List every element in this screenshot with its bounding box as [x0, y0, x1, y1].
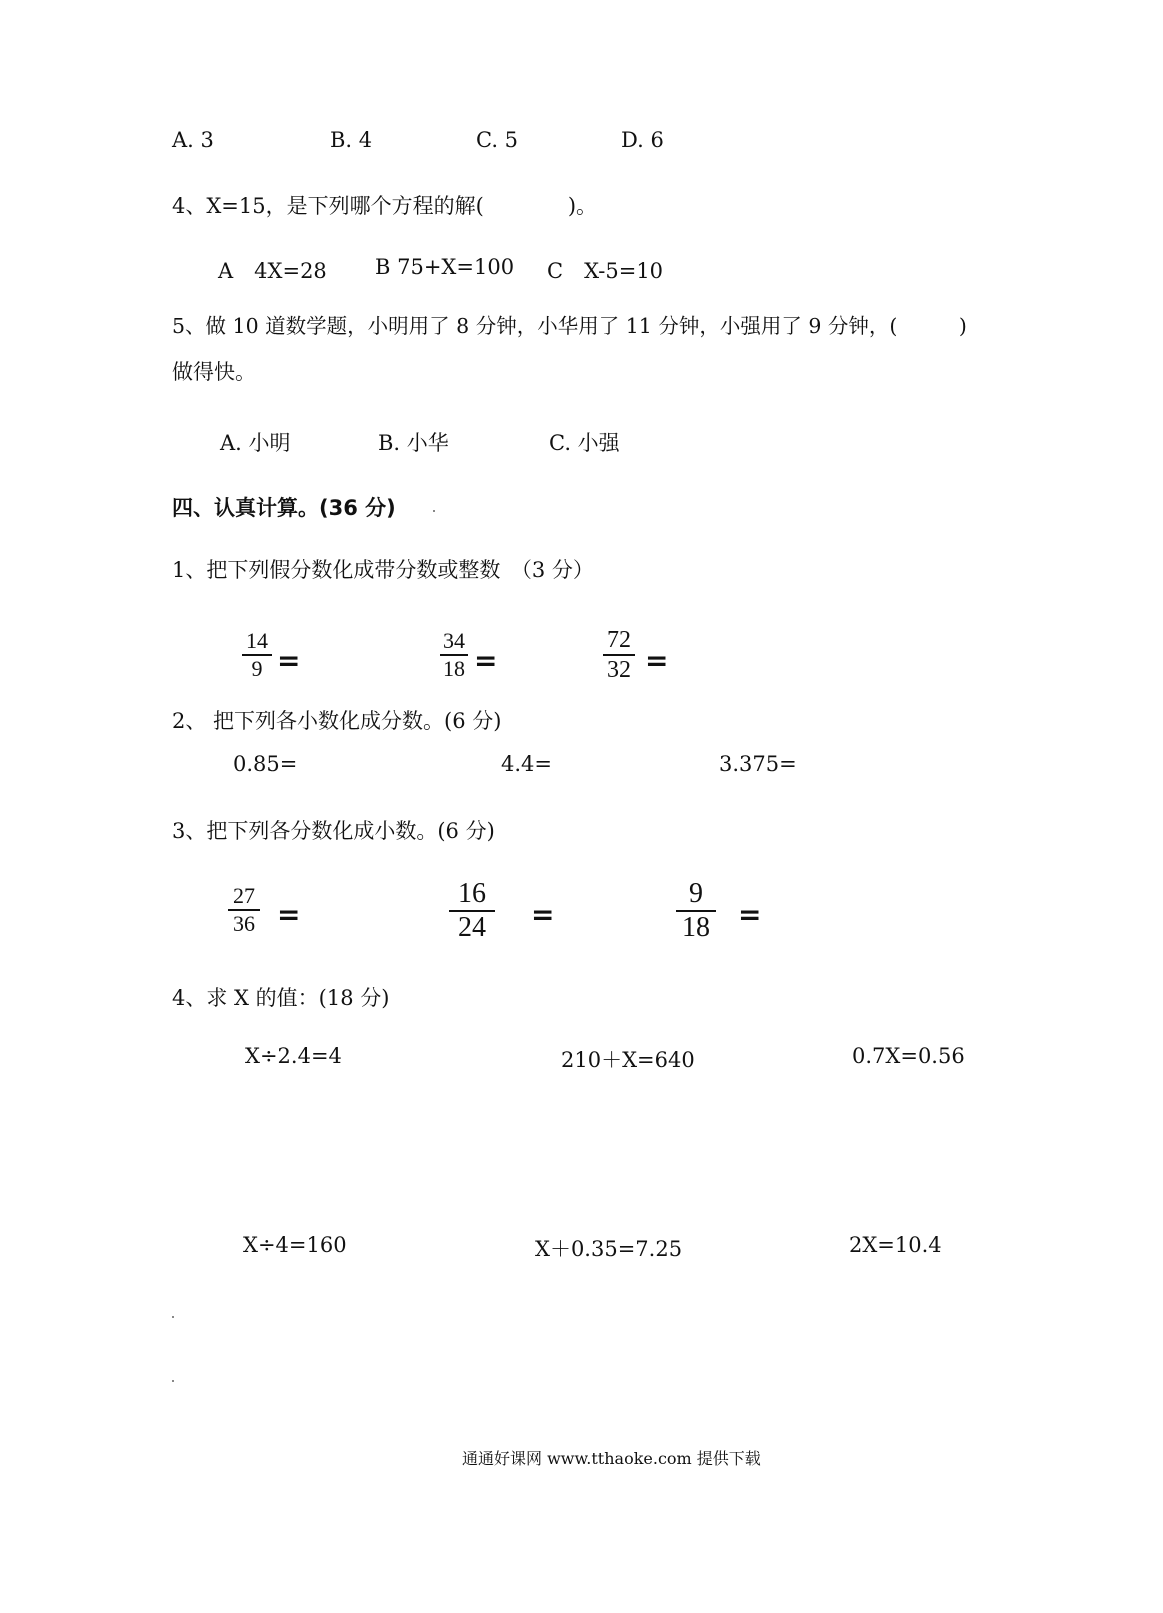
numerator: 34	[443, 628, 465, 653]
part2-title: 2、 把下列各小数化成分数。(6 分)	[172, 709, 502, 733]
scan-speck	[172, 1380, 174, 1382]
q5-option-c: C. 小强	[549, 431, 620, 455]
fraction-bar	[603, 654, 635, 656]
part4-equation-5: X＋0.35=7.25	[535, 1237, 683, 1261]
denominator: 36	[233, 911, 255, 936]
part2-item-2: 4.4=	[501, 752, 552, 776]
part3-title: 3、把下列各分数化成小数。(6 分)	[172, 819, 495, 843]
part4-equation-4: X÷4=160	[243, 1233, 347, 1257]
q5-stem-line1: 5、做 10 道数学题，小明用了 8 分钟，小华用了 11 分钟，小强用了 9 分钟，( )	[172, 314, 967, 338]
part4-equation-3: 0.7X=0.56	[852, 1044, 965, 1068]
numerator: 72	[607, 627, 631, 653]
part2-item-3: 3.375=	[719, 752, 797, 776]
q3-option-a: A. 3	[172, 128, 214, 152]
section4-title: 四、认真计算。(36 分)	[172, 496, 396, 520]
part4-equation-1: X÷2.4=4	[245, 1044, 342, 1068]
part3-equals-1: =	[277, 898, 301, 931]
part3-fraction-3	[676, 880, 716, 942]
numerator: 9	[689, 878, 703, 909]
q3-option-c: C. 5	[476, 128, 519, 152]
q4-option-c: C X-5=10	[547, 259, 664, 283]
part4-equation-6: 2X=10.4	[849, 1233, 942, 1257]
part3-equals-2: =	[531, 898, 555, 931]
q3-option-b: B. 4	[330, 128, 373, 152]
part3-fraction-1	[228, 885, 260, 935]
q5-stem-line2: 做得快。	[172, 360, 256, 384]
part1-fraction-3	[603, 628, 635, 682]
part3-fraction-2	[449, 880, 495, 942]
footer-text: 通通好课网 www.tthaoke.com 提供下载	[462, 1449, 761, 1468]
part3-equals-3: =	[738, 898, 762, 931]
denominator: 32	[607, 657, 631, 683]
part4-title: 4、求 X 的值：(18 分)	[172, 986, 390, 1010]
numerator: 14	[246, 628, 268, 653]
numerator: 16	[458, 878, 486, 909]
q3-option-d: D. 6	[621, 128, 664, 152]
part1-fraction-1	[242, 630, 272, 680]
numerator: 27	[233, 883, 255, 908]
denominator: 18	[682, 912, 710, 943]
part2-item-1: 0.85=	[233, 752, 298, 776]
q4-option-a: A 4X=28	[218, 259, 327, 283]
denominator: 24	[458, 912, 486, 943]
scan-speck	[172, 1316, 174, 1318]
denominator: 9	[251, 656, 263, 681]
denominator: 18	[443, 656, 465, 681]
part1-equals-2: =	[474, 644, 498, 677]
part4-equation-2: 210＋X=640	[561, 1048, 695, 1072]
q4-option-b: B 75+X=100	[375, 255, 515, 279]
stray-dot	[433, 510, 435, 512]
q4-stem: 4、X=15，是下列哪个方程的解( )。	[172, 194, 598, 218]
q5-option-b: B. 小华	[378, 431, 449, 455]
part1-equals-3: =	[645, 644, 669, 677]
q5-option-a: A. 小明	[220, 431, 291, 455]
part1-equals-1: =	[277, 644, 301, 677]
part1-title: 1、把下列假分数化成带分数或整数 （3 分）	[172, 558, 594, 582]
part1-fraction-2	[440, 630, 468, 680]
